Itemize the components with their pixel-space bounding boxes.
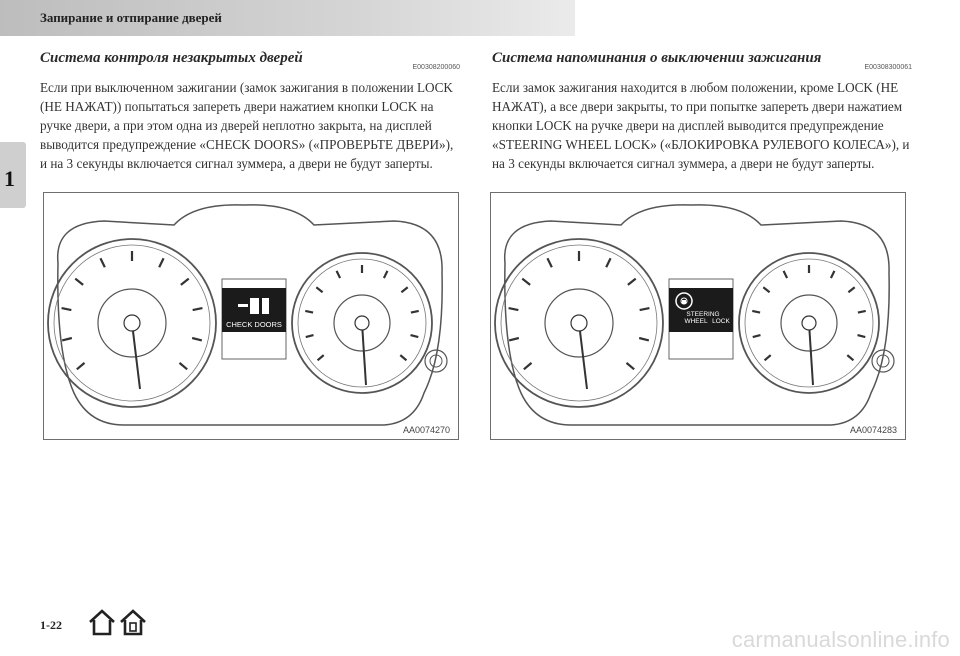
chapter-number: 1	[4, 166, 15, 191]
gauge-tick	[316, 287, 322, 292]
gauge-tick	[639, 338, 649, 340]
figure-check-doors	[43, 192, 459, 440]
gauge-tick	[192, 338, 202, 340]
gauge-tick	[752, 311, 760, 313]
display-line-3: LOCK	[712, 318, 730, 325]
gauge-tick	[784, 271, 788, 278]
gauge-tick	[305, 311, 313, 313]
gauge-tick	[100, 258, 104, 267]
gauge-tick	[179, 363, 187, 369]
gauge-tick	[384, 271, 388, 278]
figure-steering-lock	[490, 192, 906, 440]
section-title-text: Система контроля незакрытых дверей	[40, 50, 303, 66]
gauge-tick	[763, 287, 769, 292]
section-body: Если при выключенном зажигании (замок зажигания в положении LOCK (НЕ НАЖАТ)) попытаться запереть двери нажатием кнопки LOCK на ручке двери, а при этом одна из дверей неплотно закрыта, на дисплей выводится предупреждение «CHECK DOORS» («ПРОВЕРЬТЕ ДВЕРИ»), и на 3 секунды включается сигнал зуммера, а двери не будут заперты.	[40, 80, 454, 171]
section-ignition-reminder	[492, 50, 912, 173]
gauge-tick	[318, 355, 324, 360]
gauge-tick	[847, 355, 853, 360]
display-line-2: WHEEL	[684, 318, 708, 325]
gauge-tick	[411, 311, 419, 313]
display-line-1: STEERING	[686, 311, 720, 318]
header-title: Запирание и отпирание дверей	[40, 10, 222, 25]
section-door-check	[40, 50, 460, 173]
instrument-cluster-illustration	[491, 193, 905, 439]
gauge-tick	[753, 335, 761, 337]
gauge-tick	[547, 258, 551, 267]
gauge-tick	[337, 271, 341, 278]
display-message: CHECK DOORS	[226, 320, 282, 329]
gauge-tick	[524, 363, 532, 369]
page-number: 1-22	[40, 618, 62, 632]
section-title	[40, 50, 460, 70]
gauge-tick	[522, 279, 530, 285]
right-gauge	[739, 253, 879, 393]
section-title-text: Система напоминания о выключении зажигания	[492, 50, 822, 66]
gauge-tick	[193, 308, 203, 310]
gauge-tick	[640, 308, 650, 310]
gauge-tick	[62, 308, 72, 310]
gauge-tick	[400, 355, 406, 360]
right-gauge	[292, 253, 432, 393]
gauge-tick	[62, 338, 72, 340]
gauge-tick	[848, 287, 854, 292]
figure-id: AA0074283	[849, 425, 897, 435]
gauge-tick	[77, 363, 85, 369]
section-body: Если замок зажигания находится в любом положении, кроме LOCK (НЕ НАЖАТ), а все двери закрыты, то при попытке запереть двери нажатием кнопки LOCK на ручке двери на дисплей выводится предупреждение «STEERING WHEEL LOCK» («БЛОКИРОВКА РУЛЕВОГО КОЛЕСА»), и на 3 секунды включается сигнал зуммера, а двери не будут заперты.	[492, 80, 910, 171]
section-code: E00308200060	[412, 64, 460, 71]
section-title	[492, 50, 912, 70]
instrument-cluster-illustration	[44, 193, 458, 439]
gauge-tick	[606, 258, 610, 267]
gauge-tick	[306, 335, 314, 337]
gauge-tick	[831, 271, 835, 278]
home-icon[interactable]	[90, 611, 114, 634]
left-gauge	[48, 239, 216, 407]
gauge-tick	[626, 363, 634, 369]
gauge-tick	[75, 279, 83, 285]
gauge-tick	[401, 287, 407, 292]
figure-id: AA0074270	[402, 425, 450, 435]
gauge-tick	[628, 279, 636, 285]
watermark: carmanualsonline.info	[731, 627, 950, 652]
manual-home-icon[interactable]	[121, 611, 145, 634]
gauge-tick	[509, 338, 519, 340]
gauge-tick	[411, 335, 419, 337]
gauge-tick	[858, 335, 866, 337]
gauge-tick	[509, 308, 519, 310]
chapter-tab	[0, 142, 26, 208]
gauge-tick	[858, 311, 866, 313]
left-gauge	[495, 239, 663, 407]
gauge-tick	[765, 355, 771, 360]
gauge-tick	[181, 279, 189, 285]
nav-icons	[88, 608, 150, 638]
gauge-tick	[159, 258, 163, 267]
section-code: E00308300061	[864, 64, 912, 71]
